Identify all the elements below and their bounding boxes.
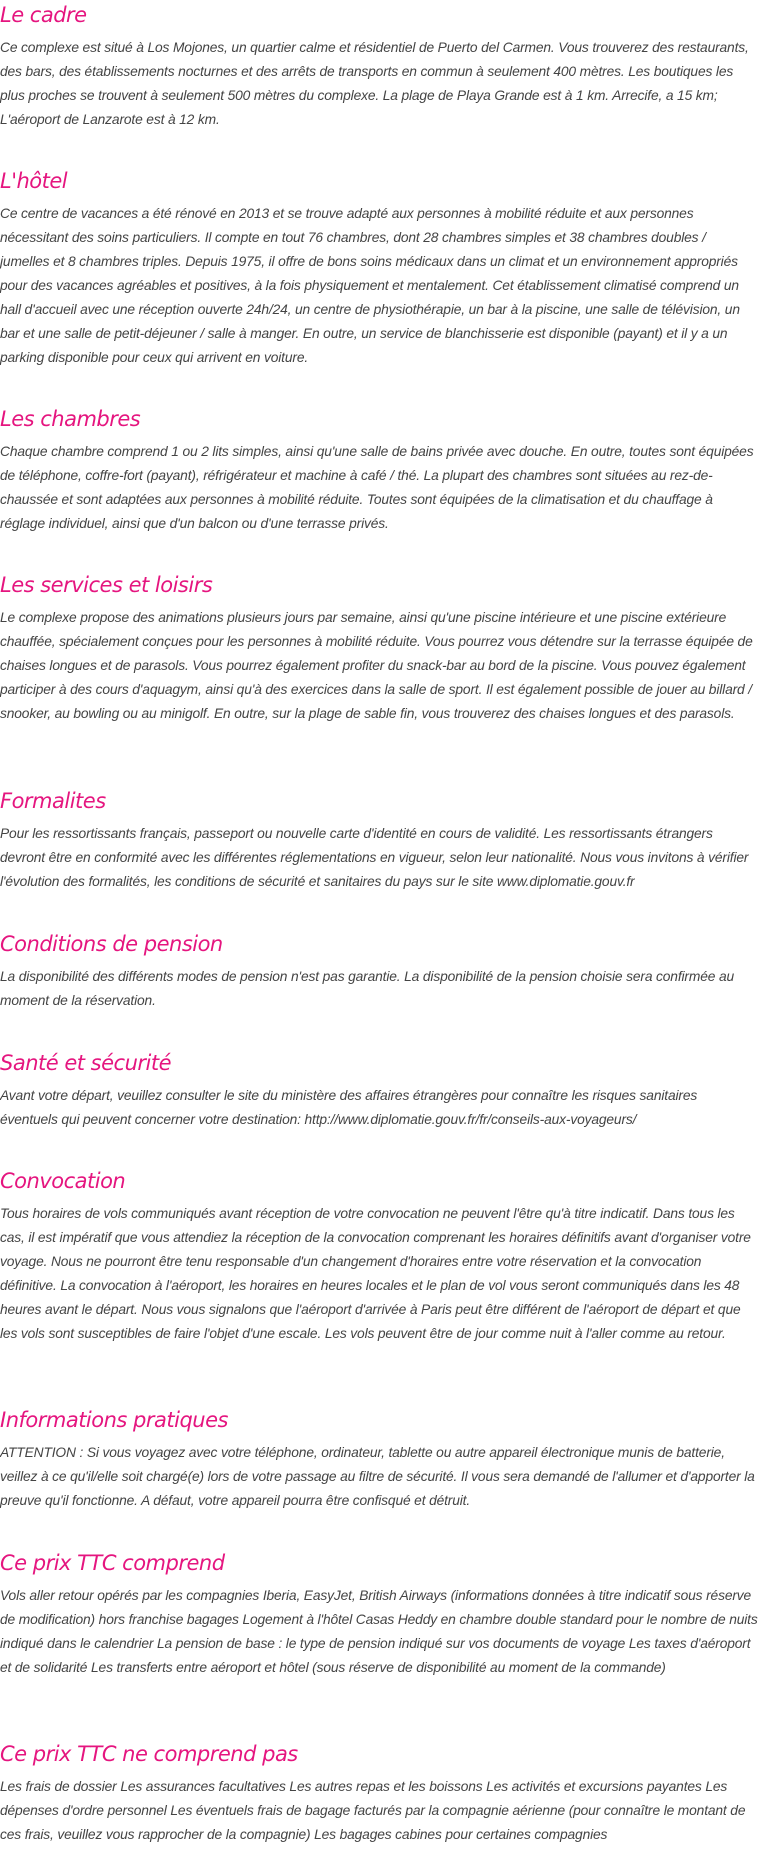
section-text: ATTENTION : Si vous voyagez avec votre téléphone, ordinateur, tablette ou autre appareil électronique munis de batterie, veillez à ce qu'il/elle soit chargé(e) lors de votre passage au filtre de sécurité. Il vous sera demandé de l'allumer et d'apporter la preuve qu'il fonctionne. A défaut, votre appareil pourra être confisqué et détruit. (0, 1445, 755, 1508)
section-title: Convocation (0, 1169, 126, 1193)
section-title: Les chambres (0, 407, 141, 431)
section-title: Formalites (0, 789, 106, 813)
section-conditions-pension (0, 929, 758, 1013)
section-text: Les frais de dossier Les assurances facultatives Les autres repas et les boissons Les activités et excursions payantes Les dépenses d'ordre personnel Les éventuels frais de bagage facturés par la compagnie aérienne (pour connaître le montant de ces frais, veuillez vous rapprocher de la compagnie) Les bagages cabines pour certaines compagnies (0, 1779, 746, 1842)
section-title: Ce prix TTC comprend (0, 1551, 225, 1575)
section-sante-securite (0, 1048, 758, 1132)
section-services-loisirs (0, 570, 758, 726)
section-title: Ce prix TTC ne comprend pas (0, 1742, 298, 1766)
section-formalites (0, 786, 758, 894)
section-title: Le cadre (0, 3, 87, 27)
section-title: Santé et sécurité (0, 1051, 172, 1075)
section-convocation (0, 1166, 758, 1346)
section-title: Conditions de pension (0, 932, 223, 956)
section-title: Les services et loisirs (0, 573, 213, 597)
section-text: Pour les ressortissants français, passeport ou nouvelle carte d'identité en cours de validité. Les ressortissants étrangers devront être en conformité avec les différentes réglementations en vigueur, selon leur nationalité. Nous vous invitons à vérifier l'évolution des formalités, les conditions de sécurité et sanitaires du pays sur le site www.diplomatie.gouv.fr (0, 826, 749, 889)
section-prix-ne-comprend-pas (0, 1739, 758, 1847)
section-le-cadre (0, 0, 756, 132)
section-title: L'hôtel (0, 169, 68, 193)
section-text: Ce centre de vacances a été rénové en 2013 et se trouve adapté aux personnes à mobilité réduite et aux personnes nécessitant des soins particuliers. Il compte en tout 76 chambres, dont 28 chambres simples et 38 chambres doubles / jumelles et 8 chambres triples. Depuis 1975, il offre de bons soins médicaux dans un climat et un environnement appropriés pour des vacances agréables et positives, à la fois physiquement et mentalement. Cet établissement climatisé comprend un hall d'accueil avec une réception ouverte 24h/24, un centre de physiothérapie, un bar à la piscine, une salle de télévision, un bar et une salle de petit-déjeuner / salle à manger. En outre, un service de blanchisserie est disponible (payant) et il y a un parking disponible pour ceux qui arrivent en voiture. (0, 206, 740, 365)
section-text: Ce complexe est situé à Los Mojones, un quartier calme et résidentiel de Puerto del Carmen. Vous trouverez des restaurants, des bars, des établissements nocturnes et des arrêts de transports en commun à seulement 400 mètres. Les boutiques les plus proches se trouvent à seulement 500 mètres du complexe. La plage de Playa Grande est à 1 km. Arrecife, a 15 km; L'aéroport de Lanzarote est à 12 km. (0, 40, 749, 127)
section-title: Informations pratiques (0, 1408, 228, 1432)
section-informations-pratiques (0, 1405, 758, 1513)
section-prix-comprend (0, 1548, 758, 1680)
section-text: Tous horaires de vols communiqués avant réception de votre convocation ne peuvent l'être qu'à titre indicatif. Dans tous les cas, il est impératif que vous attendiez la réception de la convocation comprenant les horaires définitifs avant d'organiser votre voyage. Nous ne pourront être tenu responsable d'un changement d'horaires entre votre réservation et la convocation définitive. La convocation à l'aéroport, les horaires en heures locales et le plan de vol vous seront communiqués dans les 48 heures avant le départ. Nous vous signalons que l'aéroport d'arrivée à Paris peut être différent de l'aéroport de départ et que les vols sont susceptibles de faire l'objet d'une escale. Les vols peuvent être de jour comme nuit à l'aller comme au retour. (0, 1206, 751, 1341)
section-l-hotel (0, 166, 758, 370)
section-les-chambres (0, 404, 758, 536)
section-text: Le complexe propose des animations plusieurs jours par semaine, ainsi qu'une piscine intérieure et une piscine extérieure chauffée, spécialement conçues pour les personnes à mobilité réduite. Vous pourrez vous détendre sur la terrasse équipée de chaises longues et de parasols. Vous pourrez également profiter du snack-bar au bord de la piscine. Vous pouvez également participer à des cours d'aquagym, ainsi qu'à des exercices dans la salle de sport. Il est également possible de jouer au billard / snooker, au bowling ou au minigolf. En outre, sur la plage de sable fin, vous trouverez des chaises longues et des parasols. (0, 610, 753, 721)
section-text: Chaque chambre comprend 1 ou 2 lits simples, ainsi qu'une salle de bains privée avec douche. En outre, toutes sont équipées de téléphone, coffre-fort (payant), réfrigérateur et machine à café / thé. La plupart des chambres sont situées au rez-de-chaussée et sont adaptées aux personnes à mobilité réduite. Toutes sont équipées de la climatisation et du chauffage à réglage individuel, ainsi que d'un balcon ou d'une terrasse privés. (0, 444, 754, 531)
section-text: Avant votre départ, veuillez consulter le site du ministère des affaires étrangères pour connaître les risques sanitaires éventuels qui peuvent concerner votre destination: http://www.diplomatie.gouv.fr/fr/conseils-aux-voyageurs/ (0, 1088, 698, 1127)
section-text: La disponibilité des différents modes de pension n'est pas garantie. La disponibilité de la pension choisie sera confirmée au moment de la réservation. (0, 969, 734, 1008)
section-text: Vols aller retour opérés par les compagnies Iberia, EasyJet, British Airways (informations données à titre indicatif sous réserve de modification) hors franchise bagages Logement à l'hôtel Casas Heddy en chambre double standard pour le nombre de nuits indiqué dans le calendrier La pension de base : le type de pension indiqué sur vos documents de voyage Les taxes d'aéroport et de solidarité Les transferts entre aéroport et hôtel (sous réserve de disponibilité au moment de la commande) (0, 1588, 758, 1675)
